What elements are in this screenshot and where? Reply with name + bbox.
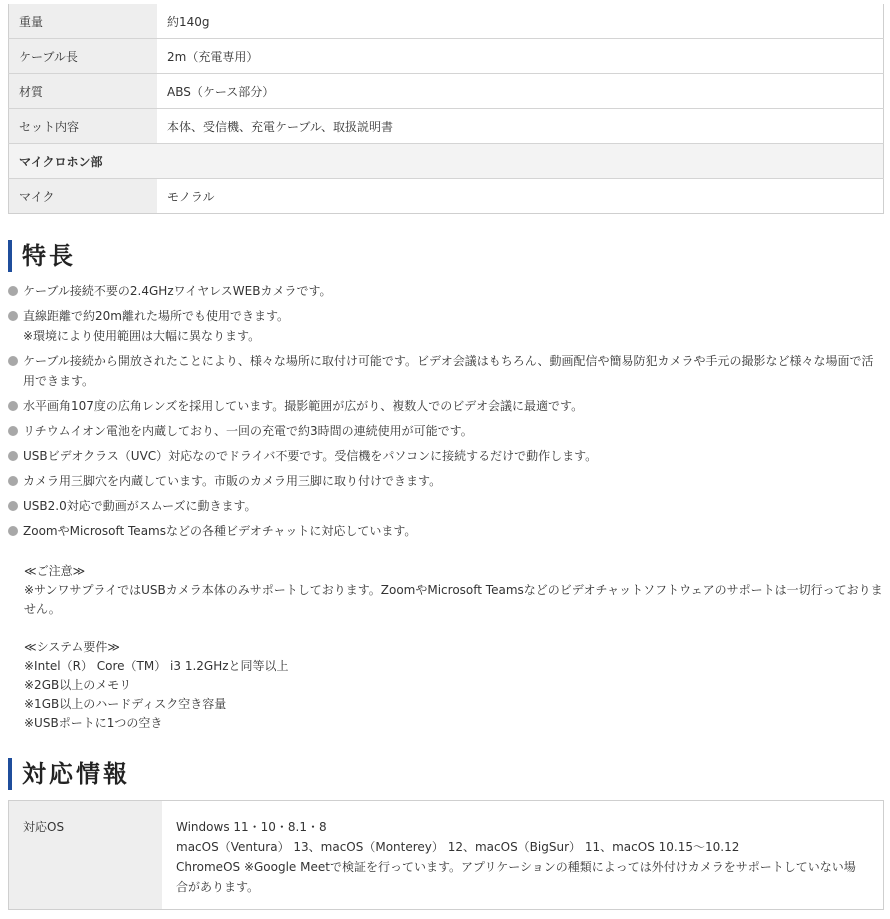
- compat-line: Windows 11・10・8.1・8: [176, 820, 327, 834]
- compat-value: [162, 801, 884, 910]
- spec-label: 材質: [9, 74, 158, 109]
- caution-text: ※サンワサプライではUSBカメラ本体のみサポートしております。ZoomやMicrosoft Teamsなどのビデオチャットソフトウェアのサポートは一切行っておりません。: [24, 583, 883, 616]
- feature-text: 直線距離で約20m離れた場所でも使用できます。: [23, 309, 290, 323]
- list-item: [8, 496, 884, 516]
- feature-text: 水平画角107度の広角レンズを採用しています。撮影範囲が広がり、複数人でのビデオ会議に最適です。: [23, 399, 584, 413]
- caution-title: ≪ご注意≫: [24, 564, 86, 578]
- feature-text: USB2.0対応で動画がスムーズに動きます。: [23, 499, 257, 513]
- spec-label: マイク: [9, 179, 158, 214]
- feature-note: ※環境により使用範囲は大幅に異なります。: [23, 329, 261, 343]
- spec-section-title: マイクロホン部: [9, 144, 884, 179]
- list-item: [8, 471, 884, 491]
- compat-line: macOS（Ventura） 13、macOS（Monterey） 12、macOS（BigSur） 11、macOS 10.15～10.12: [176, 840, 740, 854]
- list-item: [8, 306, 884, 346]
- list-item: [8, 521, 884, 541]
- bullet-icon: [8, 526, 18, 536]
- system-title: ≪システム要件≫: [24, 640, 120, 654]
- spec-table: [8, 4, 884, 214]
- compat-label: 対応OS: [9, 801, 163, 910]
- bullet-icon: [8, 476, 18, 486]
- feature-text: ケーブル接続不要の2.4GHzワイヤレスWEBカメラです。: [23, 284, 332, 298]
- bullet-icon: [8, 401, 18, 411]
- spec-value: 約140g: [157, 4, 884, 39]
- spec-label: ケーブル長: [9, 39, 158, 74]
- spec-row-weight: [9, 4, 884, 39]
- feature-text: USBビデオクラス（UVC）対応なのでドライバ不要です。受信機をパソコンに接続するだけで動作します。: [23, 449, 598, 463]
- feature-text: ケーブル接続から開放されたことにより、様々な場所に取付け可能です。ビデオ会議はもちろん、動画配信や簡易防犯カメラや手元の撮影など様々な場面で活用できます。: [23, 354, 874, 388]
- list-item: [8, 351, 884, 391]
- system-item: ※USBポートに1つの空き: [24, 716, 163, 730]
- features-heading: 特長: [8, 240, 76, 272]
- bullet-icon: [8, 286, 18, 296]
- spacer: [24, 619, 886, 638]
- bullet-icon: [8, 356, 18, 366]
- bullet-icon: [8, 311, 18, 321]
- spec-value: 本体、受信機、充電ケーブル、取扱説明書: [157, 109, 884, 144]
- notes-block: [24, 562, 886, 733]
- list-item: [8, 396, 884, 416]
- compat-heading: 対応情報: [8, 758, 130, 790]
- bullet-icon: [8, 451, 18, 461]
- system-item: ※Intel（R） Core（TM） i3 1.2GHzと同等以上: [24, 659, 289, 673]
- spec-label: 重量: [9, 4, 158, 39]
- feature-text: カメラ用三脚穴を内蔵しています。市販のカメラ用三脚に取り付けできます。: [23, 474, 442, 488]
- spec-row-material: [9, 74, 884, 109]
- spec-row-cable-length: [9, 39, 884, 74]
- compat-table: [8, 800, 884, 910]
- spec-label: セット内容: [9, 109, 158, 144]
- feature-text: リチウムイオン電池を内蔵しており、一回の充電で約3時間の連続使用が可能です。: [23, 424, 473, 438]
- spec-row-set-contents: [9, 109, 884, 144]
- system-item: ※2GB以上のメモリ: [24, 678, 132, 692]
- bullet-icon: [8, 501, 18, 511]
- list-item: [8, 446, 884, 466]
- list-item: [8, 421, 884, 441]
- spec-value: 2m（充電専用）: [157, 39, 884, 74]
- bullet-icon: [8, 426, 18, 436]
- feature-text: ZoomやMicrosoft Teamsなどの各種ビデオチャットに対応しています。: [23, 524, 417, 538]
- compat-line: ChromeOS ※Google Meetで検証を行っています。アプリケーションの種類によっては外付けカメラをサポートしていない場合があります。: [176, 860, 856, 894]
- system-item: ※1GB以上のハードディスク空き容量: [24, 697, 227, 711]
- spec-value: ABS（ケース部分）: [157, 74, 884, 109]
- spec-section-microphone: [9, 144, 884, 179]
- compat-row-os: [9, 801, 884, 910]
- list-item: [8, 281, 884, 301]
- spec-row-mic: [9, 179, 884, 214]
- feature-list: [8, 281, 884, 546]
- spec-value: モノラル: [157, 179, 884, 214]
